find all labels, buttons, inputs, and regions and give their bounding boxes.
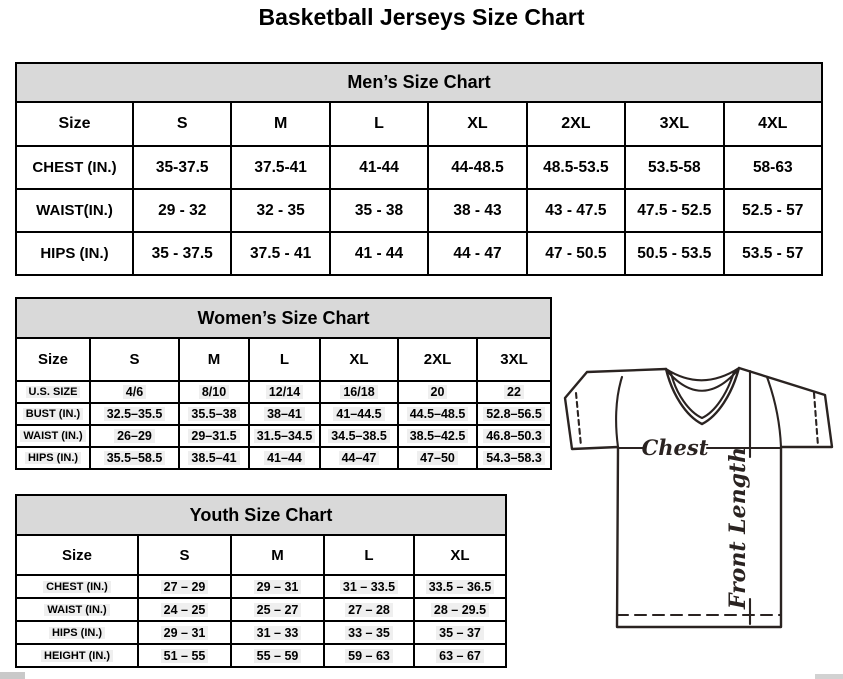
size-column-label: Size <box>16 535 138 575</box>
cell-value: 44 - 47 <box>453 244 502 262</box>
value-cell <box>477 381 551 403</box>
cell-value: 47 - 50.5 <box>545 244 607 262</box>
value-cell <box>249 447 320 469</box>
size-column-4xl: 4XL <box>724 102 822 146</box>
measurement-row <box>16 232 822 275</box>
value-cell <box>138 598 231 621</box>
row-label: HEIGHT (IN.) <box>41 650 113 662</box>
size-column-m: M <box>231 535 324 575</box>
cell-value: 27 – 28 <box>345 603 393 617</box>
cell-value: 27 – 29 <box>161 580 209 594</box>
row-label: WAIST (IN.) <box>20 430 85 442</box>
cell-value: 4/6 <box>123 385 146 399</box>
row-label-cell <box>16 621 138 644</box>
value-cell <box>231 189 329 232</box>
value-cell <box>477 447 551 469</box>
size-column-l: L <box>324 535 414 575</box>
left-cuff-dashed-line <box>576 393 581 446</box>
value-cell <box>428 232 526 275</box>
cell-value: 41–44.5 <box>333 407 384 421</box>
value-cell <box>398 403 477 425</box>
value-cell <box>133 189 231 232</box>
value-cell <box>231 575 324 598</box>
measurement-row <box>16 381 551 403</box>
cell-value: 44-48.5 <box>451 158 504 176</box>
row-label: BUST (IN.) <box>23 408 83 420</box>
cell-value: 59 – 63 <box>345 649 393 663</box>
cell-value: 41 - 44 <box>354 244 404 262</box>
table-title: Youth Size Chart <box>16 495 506 535</box>
value-cell <box>428 146 526 189</box>
youth-size-table <box>15 494 507 668</box>
value-cell <box>527 232 625 275</box>
jersey-outline <box>565 368 832 627</box>
value-cell <box>320 403 398 425</box>
value-cell <box>330 232 428 275</box>
cell-value: 44–47 <box>339 451 380 465</box>
size-column-s: S <box>90 338 179 381</box>
row-label: CHEST (IN.) <box>32 159 117 176</box>
cell-value: 26–29 <box>114 429 155 443</box>
size-column-xl: XL <box>428 102 526 146</box>
cell-value: 52.8–56.5 <box>483 407 545 421</box>
womens-size-table <box>15 297 552 470</box>
cell-value: 51 – 55 <box>161 649 209 663</box>
value-cell <box>477 425 551 447</box>
value-cell <box>179 403 249 425</box>
row-label: U.S. SIZE <box>26 386 81 398</box>
mens-size-table <box>15 62 823 276</box>
value-cell <box>414 575 506 598</box>
cell-value: 34.5–38.5 <box>328 429 390 443</box>
measurement-row <box>16 146 822 189</box>
cell-value: 8/10 <box>199 385 229 399</box>
value-cell <box>324 644 414 667</box>
size-column-3xl: 3XL <box>477 338 551 381</box>
value-cell <box>138 621 231 644</box>
row-label-cell <box>16 403 90 425</box>
value-cell <box>90 403 179 425</box>
cell-value: 58-63 <box>752 158 793 176</box>
cell-value: 24 – 25 <box>161 603 209 617</box>
cell-value: 41–44 <box>264 451 305 465</box>
size-column-l: L <box>330 102 428 146</box>
value-cell <box>724 232 822 275</box>
value-cell <box>179 425 249 447</box>
cell-value: 35.5–58.5 <box>104 451 166 465</box>
left-armhole-seam <box>616 377 622 447</box>
cell-value: 38.5–41 <box>188 451 239 465</box>
cell-value: 28 – 29.5 <box>431 603 489 617</box>
cell-value: 16/18 <box>340 385 377 399</box>
value-cell <box>724 189 822 232</box>
value-cell <box>324 575 414 598</box>
value-cell <box>231 621 324 644</box>
value-cell <box>625 189 723 232</box>
size-column-label: Size <box>16 338 90 381</box>
cell-value: 35 - 37.5 <box>151 244 213 262</box>
cell-value: 63 – 67 <box>436 649 484 663</box>
value-cell <box>320 425 398 447</box>
row-label: CHEST (IN.) <box>43 581 111 593</box>
value-cell <box>398 425 477 447</box>
cell-value: 33 – 35 <box>345 626 393 640</box>
row-label-cell <box>16 232 133 275</box>
value-cell <box>527 189 625 232</box>
cell-value: 22 <box>504 385 524 399</box>
measurement-row <box>16 425 551 447</box>
cell-value: 31 – 33.5 <box>340 580 398 594</box>
measurement-row <box>16 644 506 667</box>
row-label: WAIST(IN.) <box>36 202 113 219</box>
cell-value: 35-37.5 <box>155 158 209 176</box>
size-column-2xl: 2XL <box>527 102 625 146</box>
measurement-row <box>16 621 506 644</box>
value-cell <box>231 146 329 189</box>
cell-value: 44.5–48.5 <box>407 407 469 421</box>
row-label-cell <box>16 447 90 469</box>
value-cell <box>133 146 231 189</box>
value-cell <box>414 644 506 667</box>
size-header-row <box>16 535 506 575</box>
value-cell <box>724 146 822 189</box>
cell-value: 31.5–34.5 <box>254 429 316 443</box>
value-cell <box>90 447 179 469</box>
measurement-row <box>16 575 506 598</box>
size-column-xl: XL <box>320 338 398 381</box>
row-label-cell <box>16 146 133 189</box>
size-header-row <box>16 338 551 381</box>
row-label-cell <box>16 425 90 447</box>
value-cell <box>231 644 324 667</box>
cell-value: 12/14 <box>266 385 303 399</box>
cell-value: 47.5 - 52.5 <box>637 201 712 219</box>
value-cell <box>324 621 414 644</box>
cell-value: 29 – 31 <box>254 580 302 594</box>
size-column-s: S <box>133 102 231 146</box>
value-cell <box>231 232 329 275</box>
cell-value: 55 – 59 <box>254 649 302 663</box>
value-cell <box>625 146 723 189</box>
cell-value: 46.8–50.3 <box>483 429 545 443</box>
cell-value: 32.5–35.5 <box>104 407 166 421</box>
cell-value: 47–50 <box>417 451 458 465</box>
right-cuff-dashed-line <box>814 393 818 446</box>
value-cell <box>138 644 231 667</box>
size-column-xl: XL <box>414 535 506 575</box>
value-cell <box>625 232 723 275</box>
cell-value: 41-44 <box>359 158 399 176</box>
cell-value: 52.5 - 57 <box>742 201 804 219</box>
value-cell <box>179 447 249 469</box>
value-cell <box>138 575 231 598</box>
value-cell <box>231 598 324 621</box>
cell-value: 48.5-53.5 <box>543 158 609 176</box>
cell-value: 38.5–42.5 <box>407 429 469 443</box>
row-label-cell <box>16 598 138 621</box>
cell-value: 37.5-41 <box>254 158 307 176</box>
value-cell <box>249 403 320 425</box>
size-column-label: Size <box>16 102 133 146</box>
measurement-row <box>16 189 822 232</box>
value-cell <box>179 381 249 403</box>
cell-value: 54.3–58.3 <box>483 451 545 465</box>
cell-value: 29 – 31 <box>161 626 209 640</box>
cell-value: 35.5–38 <box>188 407 239 421</box>
size-column-2xl: 2XL <box>398 338 477 381</box>
table-title: Women’s Size Chart <box>16 298 551 338</box>
cell-value: 38–41 <box>264 407 305 421</box>
jersey-measurement-diagram <box>556 356 836 636</box>
front-length-label: Front Length <box>725 446 751 610</box>
size-column-l: L <box>249 338 320 381</box>
table-title: Men’s Size Chart <box>16 63 822 102</box>
value-cell <box>428 189 526 232</box>
cell-value: 53.5 - 57 <box>742 244 804 262</box>
chest-label: Chest <box>641 435 709 460</box>
value-cell <box>414 598 506 621</box>
horizontal-scrollbar-thumb-right[interactable] <box>815 674 843 679</box>
value-cell <box>320 381 398 403</box>
cell-value: 32 - 35 <box>256 201 305 219</box>
row-label-cell <box>16 189 133 232</box>
cell-value: 35 - 38 <box>354 201 404 219</box>
value-cell <box>398 381 477 403</box>
row-label-cell <box>16 575 138 598</box>
cell-value: 33.5 – 36.5 <box>426 580 495 594</box>
value-cell <box>398 447 477 469</box>
cell-value: 37.5 - 41 <box>250 244 312 262</box>
value-cell <box>249 381 320 403</box>
row-label-cell <box>16 381 90 403</box>
value-cell <box>330 189 428 232</box>
measurement-row <box>16 403 551 425</box>
size-column-s: S <box>138 535 231 575</box>
value-cell <box>133 232 231 275</box>
value-cell <box>414 621 506 644</box>
size-column-m: M <box>179 338 249 381</box>
cell-value: 53.5-58 <box>648 158 701 176</box>
value-cell <box>90 425 179 447</box>
cell-value: 31 – 33 <box>254 626 302 640</box>
cell-value: 38 - 43 <box>453 201 502 219</box>
value-cell <box>320 447 398 469</box>
v-neck-inner-line <box>671 372 734 418</box>
row-label: WAIST (IN.) <box>44 604 109 616</box>
right-armhole-seam <box>767 377 781 447</box>
page-title: Basketball Jerseys Size Chart <box>258 4 585 30</box>
value-cell <box>330 146 428 189</box>
cell-value: 43 - 47.5 <box>545 201 607 219</box>
size-column-m: M <box>231 102 329 146</box>
v-neck-outline <box>666 368 739 424</box>
cell-value: 50.5 - 53.5 <box>637 244 712 262</box>
row-label: HIPS (IN.) <box>40 245 109 262</box>
measurement-row <box>16 598 506 621</box>
size-column-3xl: 3XL <box>625 102 723 146</box>
measurement-row <box>16 447 551 469</box>
cell-value: 29–31.5 <box>188 429 239 443</box>
value-cell <box>324 598 414 621</box>
horizontal-scrollbar-thumb-left[interactable] <box>0 672 25 679</box>
cell-value: 29 - 32 <box>158 201 207 219</box>
value-cell <box>249 425 320 447</box>
value-cell <box>477 403 551 425</box>
cell-value: 20 <box>428 385 448 399</box>
cell-value: 35 – 37 <box>436 626 484 640</box>
row-label: HIPS (IN.) <box>49 627 105 639</box>
row-label-cell <box>16 644 138 667</box>
value-cell <box>90 381 179 403</box>
value-cell <box>527 146 625 189</box>
row-label: HIPS (IN.) <box>25 452 81 464</box>
size-header-row <box>16 102 822 146</box>
cell-value: 25 – 27 <box>254 603 302 617</box>
